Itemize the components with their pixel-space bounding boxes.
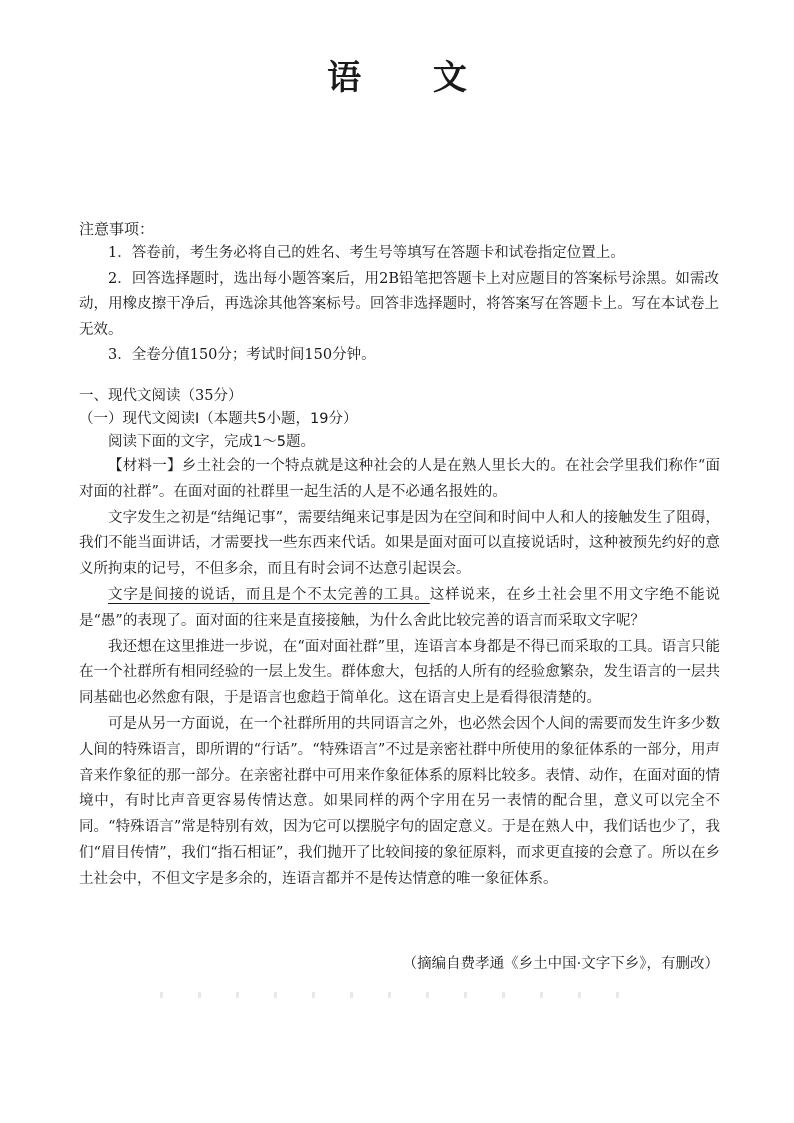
note-item: 2．回答选择题时，选出每小题答案后，用2B铅笔把答题卡上对应题目的答案标号涂黑。如需改动，用橡皮擦干净后，再选涂其他答案标号。回答非选择题时，将答案写在答题卡上。写在本试卷上无效。 <box>79 270 719 338</box>
section-heading: 一、现代文阅读（35分） <box>79 388 243 404</box>
notes-heading: 注意事项： <box>79 220 155 238</box>
page-title: 语 文 <box>327 58 497 98</box>
notes-list <box>79 241 719 369</box>
material-paragraph: 文字发生之初是“结绳记事”，需要结绳来记事是因为在空间和时间中人和人的接触发生了阻碍，我们不能当面讲话，才需要找一些东西来代话。如果是面对面可以直接说话时，这种被预先约好的意义所拘束的记号，不但多余，而且有时会词不达意引起误会。 <box>79 509 720 578</box>
material-paragraph: 可是从另一方面说，在一个社群所用的共同语言之外，也必然会因个人间的需要而发生许多少数人间的特殊语言，即所谓的“行话”。“特殊语言”不过是亲密社群中所使用的象征体系的一部分，用声音来作象征的那一部分。在亲密社群中可用来作象征体系的原料比较多。表情、动作，在面对面的情境中，有时比声音更容易传情达意。如果同样的两个字用在另一表情的配合里，意义可以完全不同。“特殊语言”常是特别有效，因为它可以摆脱字句的固定意义。于是在熟人中，我们话也少了，我们“眉目传情”，我们“指石相证”，我们抛开了比较间接的象征原料，而求更直接的会意了。所以在乡土社会中，不但文字是多余的，连语言都并不是传达情意的唯一象征体系。 <box>79 715 720 887</box>
note-item: 1．答卷前，考生务必将自己的姓名、考生号等填写在答题卡和试卷指定位置上。 <box>108 245 625 261</box>
underlined-sentence: 文字是间接的说话，而且是个不太完善的工具。 <box>108 586 430 603</box>
paragraph-text: 这样说来，在乡土社会里不用文字绝不能说是“愚”的表现了。面对面的往来是直接接触，为什么舍此比较完善的语言而采取文字呢？ <box>79 586 721 629</box>
material-paragraph <box>79 583 720 635</box>
reading-material <box>79 454 720 893</box>
reading-instruction: 阅读下面的文字，完成1～5题。 <box>108 434 315 450</box>
material-paragraph: 【材料一】乡土社会的一个特点就是这种社会的人是在熟人里长大的。在社会学里我们称作“面对面的社群”。在面对面的社群里一起生活的人是不必通名报姓的。 <box>79 458 720 500</box>
source-citation: （摘编自费孝通《乡土中国·文字下乡》，有删改） <box>402 956 719 972</box>
scan-artifact <box>160 992 640 998</box>
subsection-heading: （一）现代文阅读Ⅰ（本题共5小题，19分） <box>79 411 358 427</box>
note-item: 3．全卷分值150分；考试时间150分钟。 <box>108 347 376 363</box>
material-paragraph: 我还想在这里推进一步说，在“面对面社群”里，连语言本身都是不得已而采取的工具。语言只能在一个社群所有相同经验的一层上发生。群体愈大，包括的人所有的经验愈繁杂，发生语言的一层共同基础也必然愈有限，于是语言也愈趋于简单化。这在语言史上是看得很清楚的。 <box>79 638 720 707</box>
